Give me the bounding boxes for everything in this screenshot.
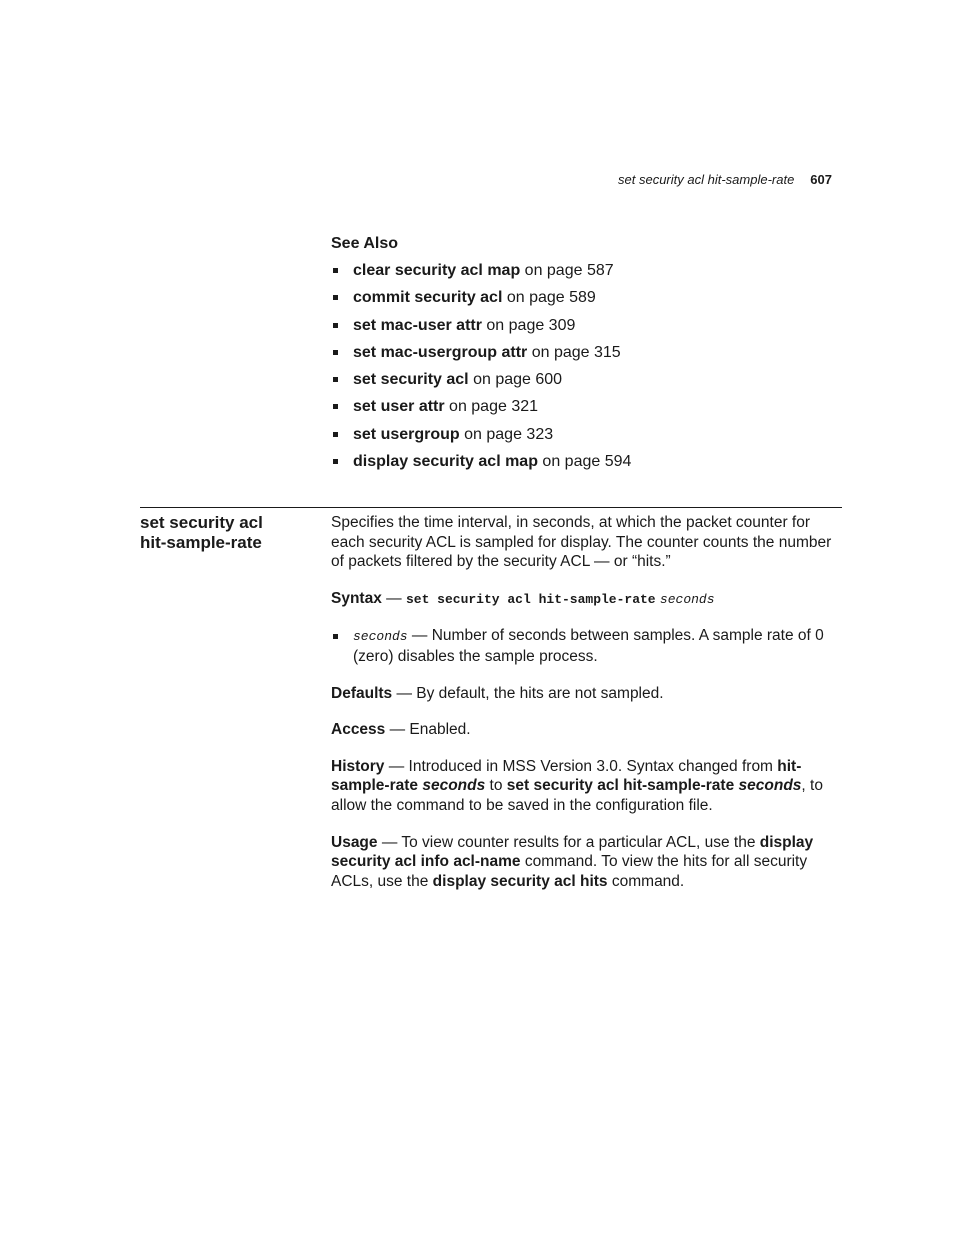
- page-ref: on page 323: [459, 425, 554, 443]
- page-ref: on page 589: [502, 289, 596, 307]
- history-old-param: seconds: [422, 777, 486, 795]
- section-body: [331, 513, 843, 908]
- command-link[interactable]: set usergroup: [353, 425, 460, 443]
- history-old-cmd: hit-sample-rate: [331, 757, 802, 795]
- command-link[interactable]: set mac-user attr: [353, 316, 482, 334]
- page-ref: on page 594: [537, 453, 632, 471]
- running-header: [560, 172, 832, 187]
- command-link[interactable]: set mac-usergroup attr: [353, 343, 528, 361]
- syntax-line: [331, 589, 843, 610]
- command-link[interactable]: commit security acl: [353, 289, 503, 307]
- section-heading-line1: set security acl: [140, 513, 263, 532]
- list-item: [331, 316, 851, 335]
- usage-text1: — To view counter results for a particular ACL, use the: [377, 833, 760, 851]
- list-item: [331, 288, 851, 307]
- history-label: History: [331, 757, 385, 775]
- usage-text3: command.: [607, 872, 685, 890]
- command-link[interactable]: display security acl map: [353, 453, 538, 471]
- param-desc: — Number of seconds between samples. A sample rate of 0 (zero) disables the sample process.: [353, 627, 824, 665]
- usage-line: [331, 833, 843, 892]
- param-item: [331, 626, 843, 666]
- bullet-icon: [333, 295, 338, 300]
- access-label: Access: [331, 721, 386, 739]
- defaults-label: Defaults: [331, 684, 393, 702]
- usage-cmd1: display security acl info acl-name: [331, 833, 814, 871]
- history-line: [331, 757, 843, 816]
- see-also-heading: See Also: [331, 235, 398, 252]
- usage-label: Usage: [331, 833, 378, 851]
- bullet-icon: [333, 268, 338, 273]
- command-link[interactable]: set security acl: [353, 371, 469, 389]
- syntax-label: Syntax: [331, 589, 382, 607]
- list-item: [331, 261, 851, 280]
- access-line: [331, 720, 843, 740]
- bullet-icon: [333, 377, 338, 382]
- syntax-dash: —: [381, 589, 406, 607]
- command-link[interactable]: clear security acl map: [353, 262, 521, 279]
- access-text: — Enabled.: [385, 721, 471, 739]
- param-name: seconds: [353, 629, 408, 645]
- defaults-text: — By default, the hits are not sampled.: [392, 684, 664, 702]
- description: Specifies the time interval, in seconds, at which the packet counter for each security ACL is sampled for display. The counter counts the number of packets filtered by the security ACL — or “hits.”: [331, 514, 832, 571]
- list-item: [331, 370, 851, 389]
- list-item: [331, 452, 851, 471]
- bullet-icon: [333, 404, 338, 409]
- bullet-icon: [333, 432, 338, 437]
- page-number: 607: [810, 172, 832, 187]
- usage-cmd2: display security acl hits: [432, 872, 608, 890]
- bullet-icon: [333, 459, 338, 464]
- page-ref: on page 587: [520, 262, 614, 279]
- syntax-command: set security acl hit-sample-rate: [405, 591, 656, 607]
- history-new-param: seconds: [738, 777, 802, 795]
- syntax-param: seconds: [659, 591, 715, 607]
- history-text1: — Introduced in MSS Version 3.0. Syntax changed from: [384, 757, 778, 775]
- command-link[interactable]: set user attr: [353, 398, 445, 416]
- bullet-icon: [333, 323, 338, 328]
- list-item: [331, 343, 851, 362]
- usage-text2: command. To view the hits for all security ACLs, use the: [331, 853, 808, 890]
- bullet-icon: [333, 350, 338, 355]
- page-ref: on page 321: [444, 398, 539, 416]
- see-also-list: [331, 261, 851, 471]
- page-ref: on page 309: [481, 316, 576, 334]
- see-also-section: [331, 235, 851, 479]
- history-to: to: [485, 777, 507, 795]
- page-ref: on page 600: [468, 371, 563, 389]
- history-text2: , to allow the command to be saved in the configuration file.: [331, 777, 823, 814]
- section-heading: [140, 513, 320, 553]
- page-ref: on page 315: [527, 343, 621, 361]
- running-title: set security acl hit-sample-rate: [618, 172, 795, 187]
- list-item: [331, 425, 851, 444]
- defaults-line: [331, 684, 843, 704]
- section-divider: [140, 507, 842, 508]
- list-item: [331, 397, 851, 416]
- history-new-cmd: set security acl hit-sample-rate: [506, 777, 735, 795]
- section-heading-line2: hit-sample-rate: [140, 533, 262, 552]
- bullet-icon: [333, 634, 338, 639]
